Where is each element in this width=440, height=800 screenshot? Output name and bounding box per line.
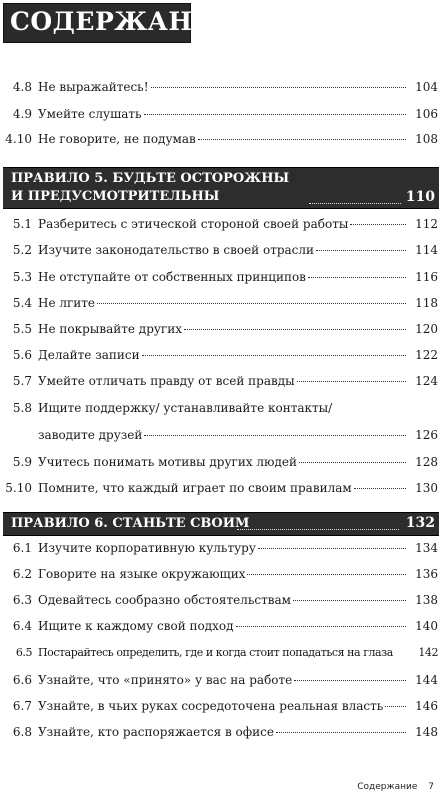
entry-title: Не лгите — [38, 296, 96, 310]
section-title-line2: И ПРЕДУСМОТРИТЕЛЬНЫ — [11, 189, 220, 204]
dot-leader — [258, 547, 406, 549]
dot-leader — [247, 573, 406, 575]
entry-page: 130 — [415, 481, 438, 495]
toc-entry[interactable] — [0, 296, 440, 318]
toc-entry[interactable] — [0, 80, 440, 102]
toc-entry[interactable] — [0, 243, 440, 265]
entry-title: Разберитесь с этической стороной своей работы — [38, 217, 349, 231]
entry-title: Узнайте, кто распоряжается в офисе — [38, 725, 274, 739]
dot-leader — [142, 354, 406, 356]
entry-number: 5.1 — [12, 217, 32, 231]
dot-leader — [395, 652, 406, 653]
toc-entry[interactable] — [0, 132, 440, 154]
entry-page: 148 — [415, 725, 438, 739]
dot-leader — [144, 113, 406, 115]
entry-page: 120 — [415, 322, 438, 336]
entry-page: 144 — [415, 673, 438, 687]
entry-number: 6.8 — [12, 725, 32, 739]
section-heading-rule-6[interactable] — [3, 512, 439, 536]
toc-entry[interactable] — [0, 217, 440, 239]
dot-leader — [385, 705, 406, 707]
entry-number: 5.4 — [12, 296, 32, 310]
entry-title: Не говорите, не подумав — [38, 132, 196, 146]
toc-entry[interactable] — [0, 673, 440, 695]
entry-title: Учитесь понимать мотивы других людей — [38, 455, 297, 469]
page-number: 7 — [428, 782, 434, 792]
entry-page: 140 — [415, 619, 438, 633]
page-header — [3, 3, 237, 43]
dot-leader — [184, 328, 406, 330]
entry-number: 6.3 — [12, 593, 32, 607]
entry-page: 122 — [415, 348, 438, 362]
toc-entry[interactable] — [0, 107, 440, 129]
entry-title: Не выражайтесь! — [38, 80, 149, 94]
entry-title: Не покрывайте других — [38, 322, 182, 336]
entry-page: 116 — [415, 270, 438, 284]
entry-page: 138 — [415, 593, 438, 607]
entry-number: 4.9 — [12, 107, 32, 121]
dot-leader — [334, 408, 406, 409]
section-title-line1: ПРАВИЛО 5. БУДЬТЕ ОСТОРОЖНЫ — [11, 171, 290, 186]
toc-entry[interactable] — [0, 455, 440, 477]
entry-title: Ищите к каждому свой подход — [38, 619, 234, 633]
dot-leader — [237, 528, 399, 530]
entry-page: 108 — [415, 132, 438, 146]
section-title-line1: ПРАВИЛО 6. СТАНЬТЕ СВОИМ — [11, 516, 250, 531]
entry-title: Помните, что каждый играет по своим правилам — [38, 481, 352, 495]
dot-leader — [294, 679, 406, 681]
toc-entry[interactable] — [0, 646, 440, 668]
entry-number: 6.5 — [15, 646, 32, 659]
entry-number: 6.7 — [12, 699, 32, 713]
toc-entry[interactable] — [0, 541, 440, 563]
entry-number: 4.8 — [12, 80, 32, 94]
entry-title: Постарайтесь определить, где и когда стоит попадаться на глаза — [38, 646, 393, 659]
entry-title: Узнайте, в чьих руках сосредоточена реальная власть — [38, 699, 384, 713]
page-footer — [357, 782, 434, 792]
entry-number: 6.1 — [12, 541, 32, 555]
entry-number: 5.3 — [12, 270, 32, 284]
toc-entry[interactable] — [0, 593, 440, 615]
entry-number: 5.10 — [5, 481, 32, 495]
entry-number: 6.4 — [12, 619, 32, 633]
entry-page: 128 — [415, 455, 438, 469]
dot-leader — [354, 487, 406, 489]
entry-page: 112 — [415, 217, 438, 231]
entry-number: 4.10 — [5, 132, 32, 146]
entry-number: 6.2 — [12, 567, 32, 581]
section-heading-rule-5[interactable] — [3, 167, 439, 209]
dot-leader — [309, 202, 401, 204]
entry-page: 136 — [415, 567, 438, 581]
entry-page: 104 — [415, 80, 438, 94]
toc-entry[interactable] — [0, 322, 440, 344]
entry-page: 142 — [418, 646, 438, 659]
page-title: СОДЕРЖАНИЕ — [10, 7, 237, 36]
toc-entry-continuation[interactable] — [0, 428, 440, 450]
entry-page: 118 — [415, 296, 438, 310]
toc-entry[interactable] — [0, 374, 440, 396]
entry-number: 5.6 — [12, 348, 32, 362]
section-page: 110 — [405, 189, 435, 205]
dot-leader — [236, 625, 406, 627]
dot-leader — [308, 276, 406, 278]
entry-number: 5.2 — [12, 243, 32, 257]
entry-number: 6.6 — [12, 673, 32, 687]
toc-entry[interactable] — [0, 619, 440, 641]
entry-title: заводите друзей — [38, 428, 143, 442]
toc-entry[interactable] — [0, 699, 440, 721]
dot-leader — [97, 302, 406, 304]
footer-label: Содержание — [357, 782, 418, 792]
dot-leader — [297, 380, 406, 382]
entry-number: 5.5 — [12, 322, 32, 336]
dot-leader — [293, 599, 406, 601]
entry-page: 126 — [415, 428, 438, 442]
entry-title: Одевайтесь сообразно обстоятельствам — [38, 593, 291, 607]
entry-page: 134 — [415, 541, 438, 555]
entry-title: Умейте отличать правду от всей правды — [38, 374, 295, 388]
entry-title: Не отступайте от собственных принципов — [38, 270, 306, 284]
entry-page: 146 — [415, 699, 438, 713]
entry-page: 106 — [415, 107, 438, 121]
entry-title: Узнайте, что «принято» у вас на работе — [38, 673, 293, 687]
dot-leader — [276, 731, 406, 733]
entry-title: Изучите законодательство в своей отрасли — [38, 243, 315, 257]
dot-leader — [144, 434, 406, 436]
dot-leader — [198, 138, 406, 140]
toc-entry[interactable] — [0, 567, 440, 589]
entry-page: 114 — [415, 243, 438, 257]
section-page: 132 — [405, 515, 435, 531]
entry-title: Умейте слушать — [38, 107, 142, 121]
dot-leader — [151, 86, 406, 88]
entry-number: 5.8 — [12, 401, 32, 415]
entry-title: Изучите корпоративную культуру — [38, 541, 256, 555]
dot-leader — [350, 223, 406, 225]
entry-title: Говорите на языке окружающих — [38, 567, 246, 581]
entry-title: Ищите поддержку/ устанавливайте контакты/ — [38, 401, 333, 415]
dot-leader — [316, 249, 406, 251]
toc-entry[interactable] — [0, 401, 440, 423]
toc-entry[interactable] — [0, 348, 440, 370]
toc-entry[interactable] — [0, 481, 440, 503]
toc-entry[interactable] — [0, 725, 440, 747]
entry-number: 5.7 — [12, 374, 32, 388]
entry-number: 5.9 — [12, 455, 32, 469]
toc-entry[interactable] — [0, 270, 440, 292]
entry-page: 124 — [415, 374, 438, 388]
dot-leader — [299, 461, 406, 463]
entry-title: Делайте записи — [38, 348, 140, 362]
